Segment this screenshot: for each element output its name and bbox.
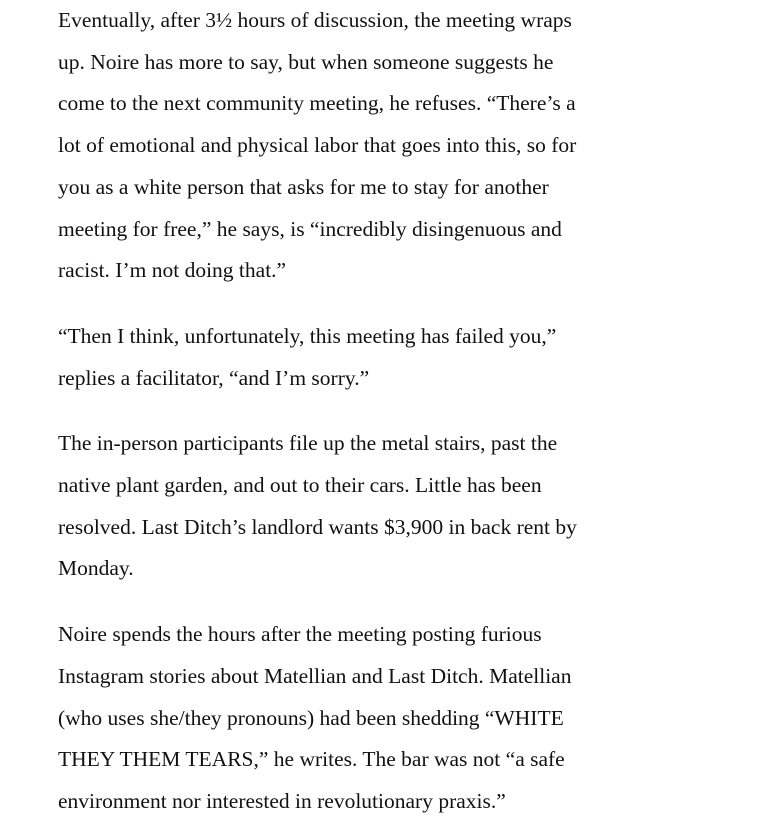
text-line: native plant garden, and out to their cars. Little has been [58, 473, 542, 498]
article-paragraph [58, 316, 758, 399]
text-line: The in-person participants file up the metal stairs, past the [58, 431, 558, 456]
text-line: environment nor interested in revolutionary praxis.” [58, 788, 506, 813]
text-line: up. Noire has more to say, but when someone suggests he [58, 49, 554, 74]
text-line: Noire spends the hours after the meeting posting furious [58, 622, 542, 647]
text-line: replies a facilitator, “and I’m sorry.” [58, 365, 370, 390]
text-line: (who uses she/they pronouns) had been shedding “WHITE [58, 705, 564, 730]
text-line: come to the next community meeting, he refuses. “There’s a [58, 91, 576, 116]
text-line: you as a white person that asks for me to stay for another [58, 174, 549, 199]
article-body [58, 0, 758, 823]
text-line: racist. I’m not doing that.” [58, 258, 287, 283]
text-line: Instagram stories about Matellian and Last Ditch. Matellian [58, 663, 572, 688]
text-line: meeting for free,” he says, is “incredibly disingenuous and [58, 216, 562, 241]
text-line: “Then I think, unfortunately, this meeting has failed you,” [58, 323, 557, 348]
article-paragraph [58, 423, 758, 590]
text-line: THEY THEM TEARS,” he writes. The bar was not “a safe [58, 747, 565, 772]
article-paragraph [58, 614, 758, 823]
text-line: lot of emotional and physical labor that goes into this, so for [58, 133, 577, 158]
text-line: Monday. [58, 556, 134, 581]
text-line: Eventually, after 3½ hours of discussion, the meeting wraps [58, 8, 572, 32]
article-paragraph [58, 0, 758, 292]
text-line: resolved. Last Ditch’s landlord wants $3,900 in back rent by [58, 514, 577, 539]
